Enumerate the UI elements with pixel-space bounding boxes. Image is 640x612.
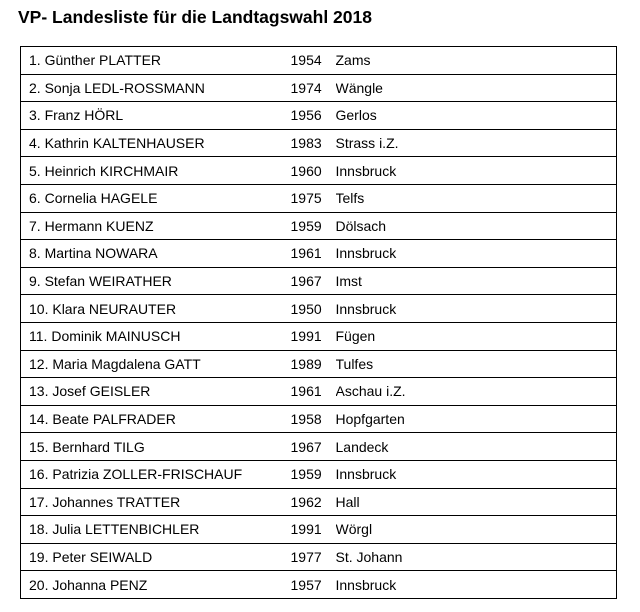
- candidate-hometown: Innsbruck: [336, 295, 617, 323]
- candidate-name: Günther PLATTER: [44, 52, 162, 69]
- candidate-row: [21, 350, 617, 378]
- candidate-list-table: [20, 46, 617, 599]
- candidate-birth-year: 1950: [291, 295, 336, 323]
- candidate-name: Franz HÖRL: [44, 107, 124, 124]
- candidate-birth-year: 1983: [291, 129, 336, 157]
- candidate-rank: 11.: [29, 328, 48, 345]
- candidate-name: Kathrin KALTENHAUSER: [44, 135, 205, 152]
- candidate-name-cell: [21, 460, 291, 488]
- candidate-hometown: Innsbruck: [336, 240, 617, 268]
- candidate-row: [21, 74, 617, 102]
- candidate-name: Peter SEIWALD: [52, 548, 153, 565]
- candidate-rank: 14.: [29, 411, 49, 428]
- candidate-hometown: Innsbruck: [336, 157, 617, 185]
- candidate-hometown: Innsbruck: [336, 460, 617, 488]
- candidate-name: Hermann KUENZ: [44, 217, 154, 234]
- candidate-hometown: Telfs: [336, 184, 617, 212]
- candidate-hometown: Tulfes: [336, 350, 617, 378]
- candidate-name-cell: [21, 322, 291, 350]
- candidate-row: [21, 240, 617, 268]
- candidate-hometown: St. Johann: [336, 543, 617, 571]
- candidate-name: Julia LETTENBICHLER: [52, 521, 200, 538]
- candidate-rank: 1.: [29, 52, 41, 69]
- candidate-name: Heinrich KIRCHMAIR: [44, 162, 179, 179]
- candidate-rank: 9.: [29, 273, 41, 290]
- candidate-birth-year: 1975: [291, 184, 336, 212]
- candidate-row: [21, 102, 617, 130]
- candidate-name-cell: [21, 184, 291, 212]
- candidate-hometown: Hopfgarten: [336, 405, 617, 433]
- candidate-birth-year: 1967: [291, 433, 336, 461]
- candidate-row: [21, 378, 617, 406]
- candidate-rank: 20.: [29, 576, 49, 593]
- candidate-birth-year: 1959: [291, 460, 336, 488]
- candidate-name: Maria Magdalena GATT: [52, 355, 201, 372]
- candidate-name-cell: [21, 433, 291, 461]
- candidate-rank: 16.: [29, 466, 49, 483]
- candidate-rank: 12.: [29, 355, 49, 372]
- candidate-name: Beate PALFRADER: [52, 411, 176, 428]
- candidate-list-body: [21, 47, 617, 599]
- candidate-birth-year: 1959: [291, 212, 336, 240]
- candidate-row: [21, 516, 617, 544]
- candidate-rank: 3.: [29, 107, 41, 124]
- candidate-hometown: Landeck: [336, 433, 617, 461]
- candidate-name: Josef GEISLER: [52, 383, 151, 400]
- candidate-rank: 10.: [29, 300, 49, 317]
- candidate-birth-year: 1954: [291, 47, 336, 75]
- candidate-birth-year: 1958: [291, 405, 336, 433]
- candidate-name: Cornelia HAGELE: [44, 190, 158, 207]
- candidate-name: Bernhard TILG: [52, 438, 145, 455]
- candidate-rank: 8.: [29, 245, 41, 262]
- candidate-name-cell: [21, 240, 291, 268]
- candidate-hometown: Innsbruck: [336, 571, 617, 599]
- candidate-row: [21, 433, 617, 461]
- candidate-birth-year: 1989: [291, 350, 336, 378]
- candidate-name-cell: [21, 129, 291, 157]
- candidate-birth-year: 1967: [291, 267, 336, 295]
- candidate-rank: 15.: [29, 438, 49, 455]
- candidate-name-cell: [21, 543, 291, 571]
- candidate-birth-year: 1977: [291, 543, 336, 571]
- candidate-birth-year: 1991: [291, 322, 336, 350]
- candidate-hometown: Strass i.Z.: [336, 129, 617, 157]
- candidate-hometown: Gerlos: [336, 102, 617, 130]
- candidate-row: [21, 460, 617, 488]
- candidate-name: Johanna PENZ: [52, 576, 148, 593]
- candidate-row: [21, 295, 617, 323]
- page-title: VP- Landesliste für die Landtagswahl 2018: [18, 7, 372, 27]
- candidate-name-cell: [21, 157, 291, 185]
- candidate-name: Klara NEURAUTER: [52, 300, 177, 317]
- candidate-row: [21, 322, 617, 350]
- candidate-rank: 7.: [29, 217, 41, 234]
- candidate-name-cell: [21, 267, 291, 295]
- candidate-name-cell: [21, 350, 291, 378]
- candidate-name-cell: [21, 102, 291, 130]
- candidate-name: Johannes TRATTER: [52, 493, 181, 510]
- candidate-name-cell: [21, 571, 291, 599]
- candidate-name: Stefan WEIRATHER: [44, 273, 172, 290]
- candidate-name: Dominik MAINUSCH: [51, 328, 181, 345]
- candidate-birth-year: 1962: [291, 488, 336, 516]
- candidate-name: Martina NOWARA: [44, 245, 158, 262]
- candidate-row: [21, 184, 617, 212]
- candidate-row: [21, 571, 617, 599]
- candidate-name-cell: [21, 47, 291, 75]
- candidate-birth-year: 1956: [291, 102, 336, 130]
- candidate-rank: 2.: [29, 79, 41, 96]
- candidate-name-cell: [21, 405, 291, 433]
- candidate-rank: 17.: [29, 493, 49, 510]
- candidate-rank: 5.: [29, 162, 41, 179]
- candidate-row: [21, 212, 617, 240]
- candidate-row: [21, 488, 617, 516]
- candidate-rank: 6.: [29, 190, 41, 207]
- candidate-hometown: Wörgl: [336, 516, 617, 544]
- candidate-birth-year: 1974: [291, 74, 336, 102]
- candidate-rank: 19.: [29, 548, 49, 565]
- candidate-birth-year: 1960: [291, 157, 336, 185]
- candidate-rank: 18.: [29, 521, 49, 538]
- candidate-row: [21, 543, 617, 571]
- candidate-hometown: Fügen: [336, 322, 617, 350]
- candidate-hometown: Hall: [336, 488, 617, 516]
- candidate-row: [21, 405, 617, 433]
- candidate-name-cell: [21, 212, 291, 240]
- candidate-hometown: Aschau i.Z.: [336, 378, 617, 406]
- candidate-rank: 13.: [29, 383, 49, 400]
- candidate-name-cell: [21, 74, 291, 102]
- candidate-name-cell: [21, 488, 291, 516]
- candidate-name-cell: [21, 516, 291, 544]
- candidate-row: [21, 157, 617, 185]
- candidate-name: Patrizia ZOLLER-FRISCHAUF: [52, 466, 243, 483]
- candidate-row: [21, 129, 617, 157]
- candidate-hometown: Wängle: [336, 74, 617, 102]
- candidate-name-cell: [21, 295, 291, 323]
- candidate-hometown: Zams: [336, 47, 617, 75]
- candidate-birth-year: 1991: [291, 516, 336, 544]
- candidate-name-cell: [21, 378, 291, 406]
- candidate-hometown: Imst: [336, 267, 617, 295]
- candidate-rank: 4.: [29, 135, 41, 152]
- candidate-birth-year: 1957: [291, 571, 336, 599]
- candidate-row: [21, 267, 617, 295]
- candidate-birth-year: 1961: [291, 240, 336, 268]
- candidate-hometown: Dölsach: [336, 212, 617, 240]
- candidate-birth-year: 1961: [291, 378, 336, 406]
- candidate-row: [21, 47, 617, 75]
- candidate-name: Sonja LEDL-ROSSMANN: [44, 79, 205, 96]
